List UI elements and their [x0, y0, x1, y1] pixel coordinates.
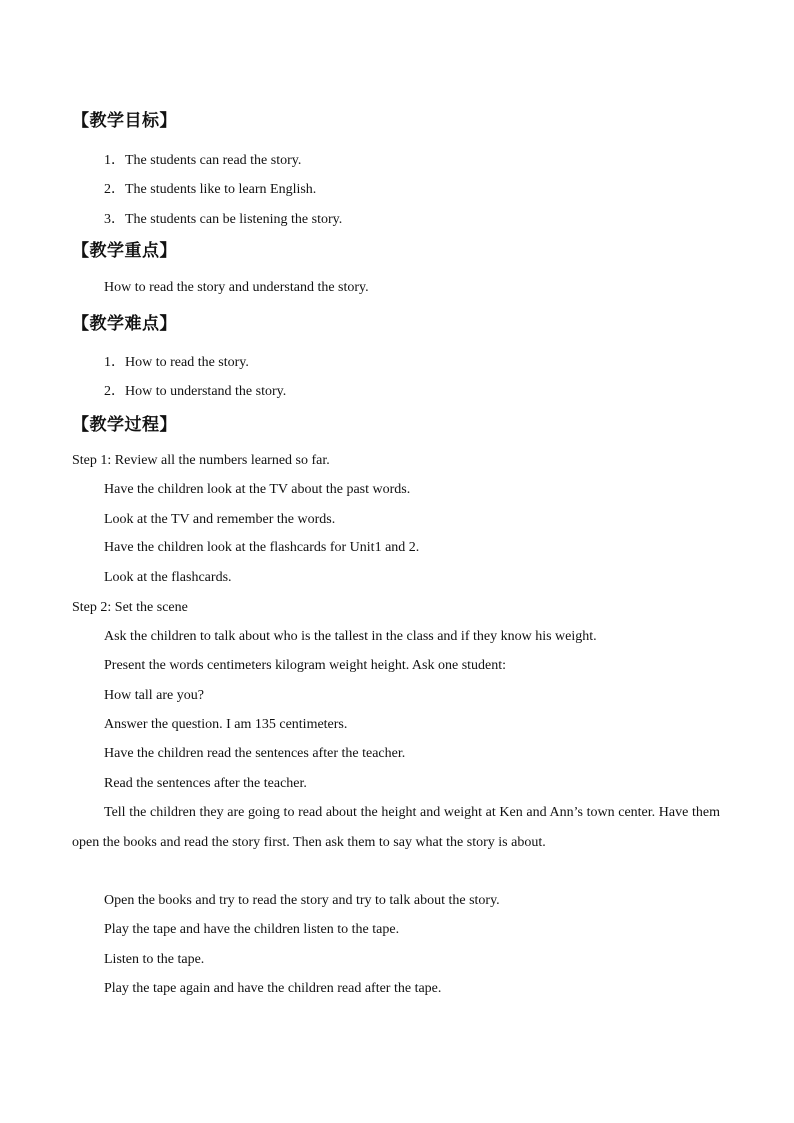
step1-line-4: Look at the flashcards.: [104, 570, 232, 585]
step2-title: Step 2: Set the scene: [72, 600, 188, 615]
heading-difficulties: 【教学难点】: [72, 314, 177, 334]
step2-after-line-3: Listen to the tape.: [104, 952, 205, 967]
step2-line-3: How tall are you?: [104, 688, 204, 703]
step2-line-6: Read the sentences after the teacher.: [104, 776, 307, 791]
objective-item-1: 1．The students can read the story.: [104, 153, 302, 168]
step2-after-line-4: Play the tape again and have the children read after the tape.: [104, 981, 442, 996]
step2-line-5: Have the children read the sentences after the teacher.: [104, 746, 406, 761]
difficulty-item-2: 2．How to understand the story.: [104, 384, 287, 399]
difficulty-item-1: 1．How to read the story.: [104, 355, 249, 370]
objective-item-3: 3．The students can be listening the story.: [104, 212, 343, 227]
step1-line-2: Look at the TV and remember the words.: [104, 512, 336, 527]
step2-line-1: Ask the children to talk about who is the tallest in the class and if they know his weight.: [104, 629, 597, 644]
heading-teaching-process: 【教学过程】: [72, 415, 177, 435]
step2-paragraph: Tell the children they are going to read about the height and weight at Ken and Ann’s town center. Have them open the books and read the story first. Then ask them to say what the story is about.: [72, 805, 720, 850]
step2-line-4: Answer the question. I am 135 centimeters.: [104, 717, 348, 732]
key-points-text: How to read the story and understand the story.: [104, 280, 369, 295]
step2-after-line-2: Play the tape and have the children listen to the tape.: [104, 922, 400, 937]
step1-line-3: Have the children look at the flashcards for Unit1 and 2.: [104, 540, 420, 555]
step1-title: Step 1: Review all the numbers learned so far.: [72, 453, 330, 468]
step1-line-1: Have the children look at the TV about the past words.: [104, 482, 411, 497]
step2-line-2: Present the words centimeters kilogram weight height. Ask one student:: [104, 658, 507, 673]
step2-after-line-1: Open the books and try to read the story and try to talk about the story.: [104, 893, 500, 908]
heading-key-points: 【教学重点】: [72, 241, 177, 261]
heading-teaching-objectives: 【教学目标】: [72, 111, 177, 131]
objective-item-2: 2．The students like to learn English.: [104, 182, 317, 197]
